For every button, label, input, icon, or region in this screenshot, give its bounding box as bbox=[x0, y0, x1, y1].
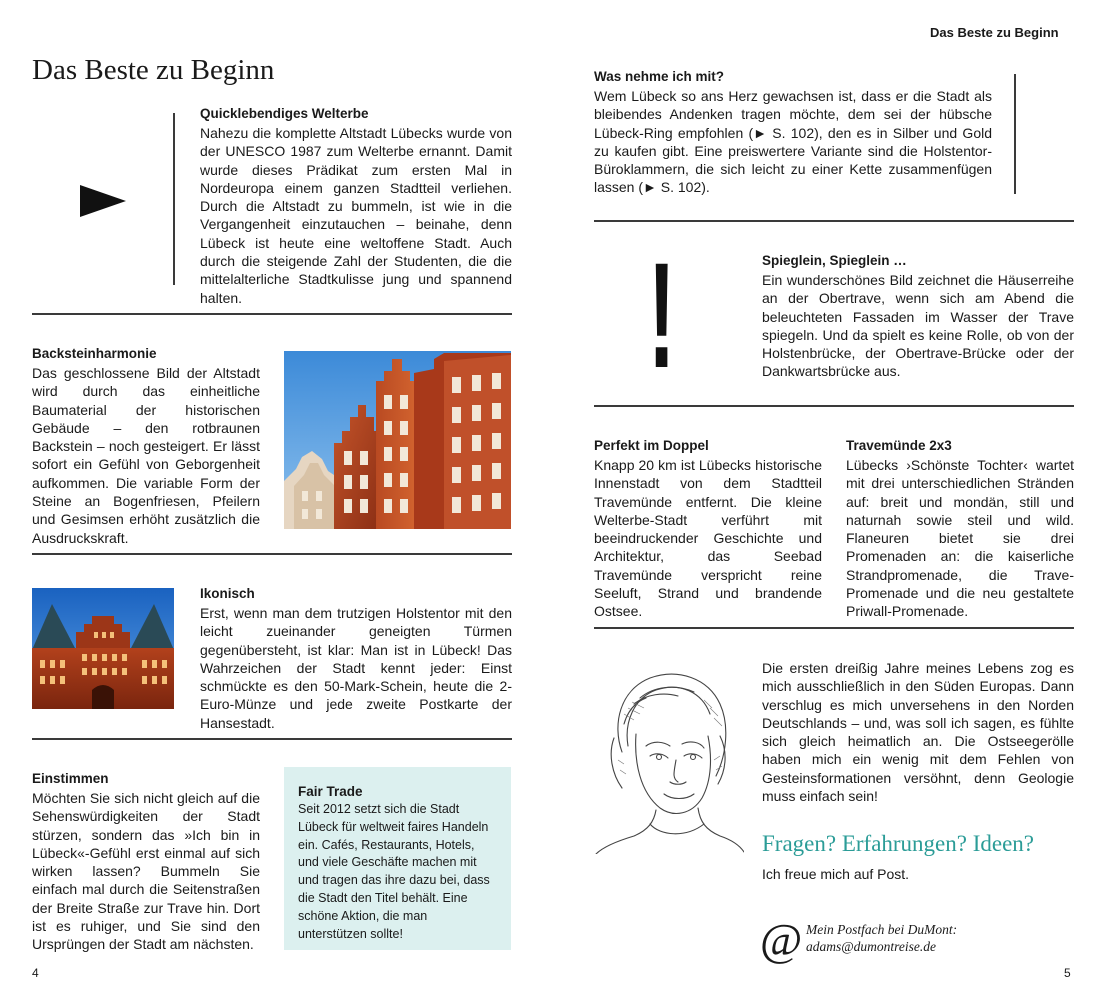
doppel-heading: Perfekt im Doppel bbox=[594, 438, 709, 453]
exclamation-mark-icon: ! bbox=[648, 231, 676, 399]
postfach-label: Mein Postfach bei DuMont: bbox=[806, 922, 958, 937]
einstimmen-text: Möchten Sie sich nicht gleich auf die Sehenswürdigkeiten der Stadt stürzen, sondern das »Ich bin in Lübeck«-Gefühl erst einmal auf sich wirken lassen? Bummeln Sie einfach mal durch die Seitenstraßen der Breite Straße zur Trave hin. Dort ist es ruhiger, und Sie sind den Ursprüngen der Stadt am nächsten. bbox=[32, 790, 260, 953]
backstein-heading: Backsteinharmonie bbox=[32, 346, 157, 361]
spieglein-heading: Spieglein, Spieglein … bbox=[762, 253, 907, 268]
backstein-text: Das geschlossene Bild der Altstadt wird durch das einheitliche Baumaterial der historischen Gebäude – den rotbraunen Backstein – noch gesteigert. Er lässt sofort ein Gefühl von Geborgenheit aufkommen. Die variable Form der Steine an Bogenfriesen, Pfeilern und Gesimsen erhöht zusätzlich die Ausdruckskraft. bbox=[32, 365, 260, 546]
fair-trade-box bbox=[284, 767, 511, 950]
holstentor-photo bbox=[32, 588, 174, 709]
brick-facade-photo bbox=[284, 351, 511, 529]
ikonisch-heading: Ikonisch bbox=[200, 586, 255, 601]
section-divider bbox=[32, 553, 512, 555]
section-divider bbox=[594, 220, 1074, 222]
page-number-right: 5 bbox=[1064, 966, 1071, 980]
welterbe-text: Nahezu die komplette Altstadt Lübecks wurde von der UNESCO 1987 zum Welterbe ernannt. Damit wurde dieses Prädikat zum ersten Mal in Nordeuropa einem ganzen Stadtteil verliehen. Durch die Altstadt zu bummeln, ist wie in die Vergangenheit einzutauchen – beinahe, denn Lübeck ist heute eine weltoffene Stadt. Auch durch die steigende Zahl der Studenten, die die mittelalterliche Stadtkulisse jung und spannend halten. bbox=[200, 125, 512, 306]
ikonisch-text: Erst, wenn man dem trutzigen Holstentor mit den leicht zueinander geneigten Türmen gegenübersteht, ist klar: Man ist in Lübeck! Das Wahrzeichen der Stadt kennt jeder: Einst schmückte es den 50-Mark-Schein, heute die 2-Euro-Münze und jede zweite Postkarte der Hansestadt. bbox=[200, 605, 512, 731]
fair-trade-text: Seit 2012 setzt sich die Stadt Lübeck für weltweit faires Handeln ein. Cafés, Restaurants, Hotels, und viele Geschäfte machen mit und tragen das ihre dazu bei, dass die Stadt den Titel behält. Eine schöne Aktion, die man unterstützen sollte! bbox=[298, 802, 490, 941]
welterbe-heading: Quicklebendiges Welterbe bbox=[200, 106, 369, 121]
doppel-text: Knapp 20 km ist Lübecks historische Innenstadt von dem Stadtteil Travemünde entfernt. Die kleine Welterbe-Stadt verführt mit beeindruckender Geschichte und Architektur, das Seebad Travemünde verspricht reine Seeluft, Strand und brandende Ostsee. bbox=[594, 457, 822, 620]
author-portrait-sketch bbox=[594, 664, 744, 854]
at-sign-icon: @ bbox=[760, 914, 803, 965]
section-divider bbox=[32, 313, 512, 315]
section-divider bbox=[32, 738, 512, 740]
fair-trade-heading: Fair Trade bbox=[298, 784, 363, 799]
author-text: Die ersten dreißig Jahre meines Lebens zog es mich ausschließlich in den Süden Europas. Dann verschlug es mich unversehens in den Norden Deutschlands – und, was soll ich sagen, es fühlte sich gleich heimatlich an. Die Ostseegeröllе haben mich ein wenig mit dem Fehlen von Gesteinsformationen versöhnt, denn Geologie muss einfach sein! bbox=[762, 660, 1074, 805]
spieglein-text: Ein wunderschönes Bild zeichnet die Häuserreihe an der Obertrave, wenn sich am Abend die beleuchteten Fassaden im Wasser der Trave spiegeln. Und da spielt es keine Rolle, ob von der Holstenbrücke, der Obertrave-Brücke oder der Dankwartsbrücke aus. bbox=[762, 272, 1074, 380]
section-divider bbox=[594, 405, 1074, 407]
page-number-left: 4 bbox=[32, 966, 39, 980]
vertical-divider bbox=[173, 113, 175, 285]
closing-text: Ich freue mich auf Post. bbox=[762, 866, 910, 882]
running-header: Das Beste zu Beginn bbox=[930, 25, 1059, 40]
email-address[interactable]: adams@dumontreise.de bbox=[806, 939, 937, 954]
section-divider bbox=[594, 627, 1074, 629]
vertical-divider bbox=[1014, 74, 1016, 194]
mitnehmen-heading: Was nehme ich mit? bbox=[594, 69, 725, 84]
travemuende-text: Lübecks ›Schönste Tochter‹ wartet mit drei unterschiedlichen Stränden auf: breit und mondän, still und naturnah sowie steil und wild. Flaneuren bietet sie drei Promenaden an: die kaiserliche Strandpromenade, die Trave-Promenade und die neu gestaltete Priwall-Promenade. bbox=[846, 457, 1074, 620]
travemuende-heading: Travemünde 2x3 bbox=[846, 438, 952, 453]
mitnehmen-text: Wem Lübeck so ans Herz gewachsen ist, dass er die Stadt als bleibendes Andenken tragen möchte, dem sei der hübsche Lübeck-Ring empfohlen (► S. 102), den es in Silber und Gold zu kaufen gibt. Eine preiswertere Variante sind die Holstentor-Büroklammern, die sich leicht zu einer Kette zusammenfügen lassen (► S. 102). bbox=[594, 88, 992, 196]
play-arrow-icon bbox=[78, 183, 128, 219]
page-title: Das Beste zu Beginn bbox=[32, 54, 275, 86]
einstimmen-heading: Einstimmen bbox=[32, 771, 109, 786]
questions-heading: Fragen? Erfahrungen? Ideen? bbox=[762, 831, 1035, 856]
